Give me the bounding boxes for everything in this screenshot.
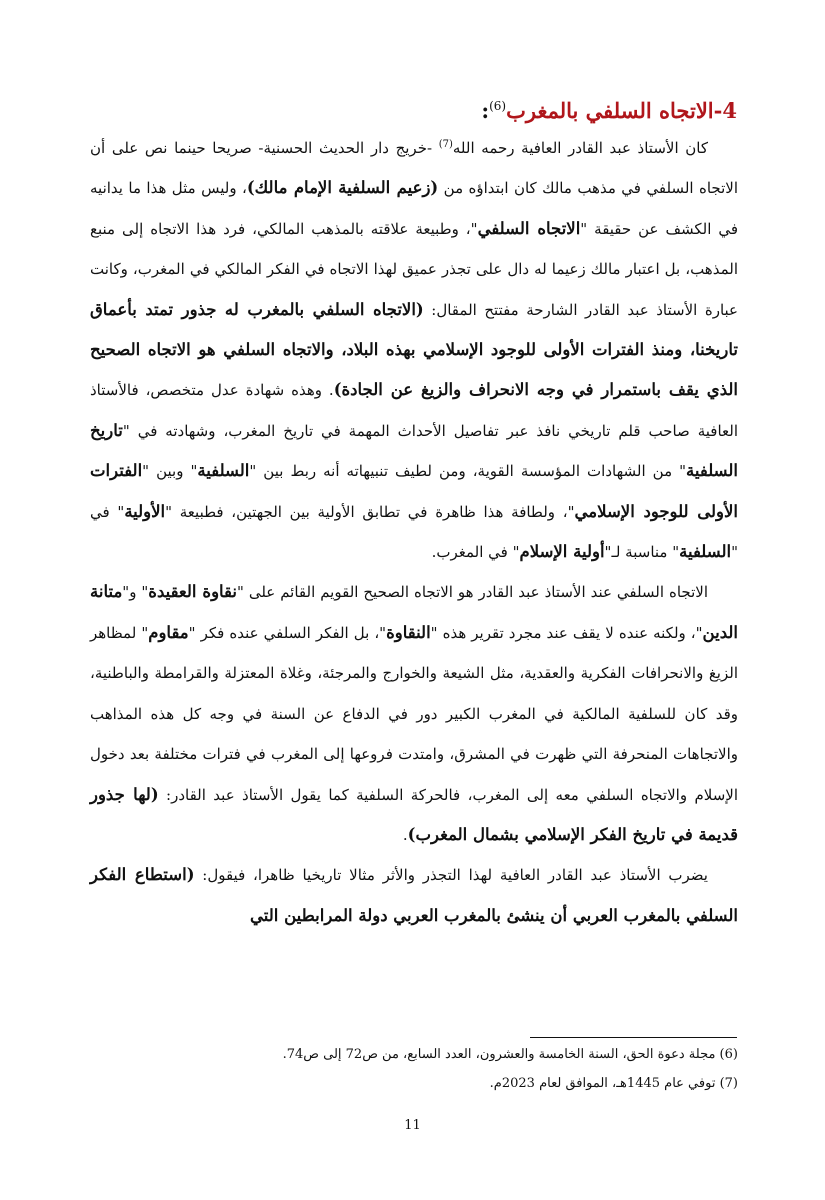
text-span: "، ولطافة هذا ظاهرة في تطابق الأولية بين الجهتين، فطبيعة " (165, 502, 575, 521)
heading-number: 4- (713, 98, 737, 123)
text-span: " في " (90, 502, 738, 562)
text-span: "، وطبيعة علاقته بالمذهب المالكي، فرد هذا الاتجاه إلى منبع المذهب، بل اعتبار مالك زعيما له دال على تجذر عميق لهذا الاتجاه في الفكر المالكي في المغرب، وكانت عبارة الأستاذ عبد القادر الشارحة مفتتح المقال: (90, 219, 739, 319)
bold-phrase: الفترات الأولى للوجود الإسلامي (90, 461, 739, 521)
text-span: الاتجاه السلفي عند الأستاذ عبد القادر هو الاتجاه الصحيح القويم القائم على " (237, 583, 708, 602)
text-span: . (402, 825, 408, 844)
text-span: كان الأستاذ عبد القادر العافية رحمه الله (452, 139, 708, 157)
text-span: "، بل الفكر السلفي عنده فكر " (188, 623, 387, 642)
footnotes (90, 1040, 738, 1098)
bold-phrase: الاتجاه السلفي (477, 218, 581, 238)
paragraph-2 (90, 572, 738, 855)
bold-phrase: متانة الدين (90, 582, 738, 642)
text-span: "، ولكنه عنده لا يقف عند مجرد تقرير هذه " (430, 623, 703, 642)
paragraph-1 (90, 128, 738, 572)
footnote-separator (530, 1037, 737, 1038)
bold-phrase: (زعيم السلفية الإمام مالك) (246, 178, 439, 198)
text-span: " لمظاهر الزيغ والانحرافات الفكرية والعقدية، مثل الشيعة والخوارج والمرجئة، وغلاة المعتزلة والقرامطة والباطنية، وقد كان للسلفية المالكية في المغرب الكبير دور في الدفاع عن السنة في وجه كل هذه المذاهب والاتجاهات المنحرفة التي ظهرت في المشرق، وامتدت فروعها إلى المغرب في فترات مختلفة بعد دخول الإسلام والاتجاه السلفي معه إلى المغرب، فالحركة السلفية كما يقول الأستاذ عبد القادر: (90, 623, 738, 804)
bold-quote: (استطاع الفكر السلفي بالمغرب العربي أن ينشئ بالمغرب العربي دولة المرابطين التي (90, 865, 738, 925)
heading-title: الاتجاه السلفي بالمغرب (506, 98, 714, 123)
text-span: . وهذه شهادة عدل متخصص، فالأستاذ العافية صاحب قلم تاريخي نافذ عبر تفاصيل الأحداث المهمة في تاريخ المغرب، وشهادته في " (90, 381, 738, 440)
text-span: " و" (122, 583, 149, 602)
footnote-7: (7) توفي عام 1445هـ، الموافق لعام 2023م. (489, 1076, 738, 1091)
bold-phrase: مقاوم (148, 622, 189, 642)
page-number: 11 (404, 1118, 421, 1133)
heading-colon: : (481, 98, 490, 123)
paragraph-3 (90, 855, 738, 936)
section-heading (87, 86, 737, 131)
text-span: " في المغرب. (431, 543, 520, 562)
bold-phrase: السلفية (679, 542, 732, 562)
text-span: " من الشهادات المؤسسة القوية، ومن لطيف تنبيهاته أنه ربط بين " (249, 462, 687, 481)
bold-phrase: نقاوة العقيدة (148, 582, 237, 602)
body-text (90, 128, 738, 936)
text-span: " مناسبة لـ" (604, 543, 680, 562)
footnote-ref-6[interactable]: (6) (489, 99, 507, 113)
text-span: " وبين " (142, 462, 198, 481)
bold-phrase: الأولية (124, 501, 166, 521)
bold-quote: (الاتجاه السلفي بالمغرب له جذور تمتد بأعماق تاريخنا، ومنذ الفترات الأولى للوجود الإسلامي بهذه البلاد، والاتجاه السلفي هو الاتجاه الصحيح الذي يقف باستمرار في وجه الانحراف والزيغ عن الجادة) (90, 299, 738, 400)
bold-phrase: تاريخ السلفية (90, 420, 739, 481)
footnote-ref-7[interactable]: (7) (438, 139, 453, 150)
footnote-6: (6) مجلة دعوة الحق، السنة الخامسة والعشرون، العدد السابع، من ص72 إلى ص74. (282, 1047, 738, 1062)
text-span: ، وليس مثل هذا ما يدانيه في الكشف عن حقيقة " (90, 179, 738, 238)
bold-quote: (لها جذور قديمة في تاريخ الفكر الإسلامي بشمال المغرب) (90, 784, 738, 844)
text-span: -خريج دار الحديث الحسنية- صريحا حينما نص على أن الاتجاه السلفي في مذهب مالك كان ابتداؤه من (90, 139, 738, 198)
bold-phrase: النقاوة (386, 622, 431, 642)
text-span: يضرب الأستاذ عبد القادر العافية لهذا التجذر والأثر مثالا تاريخيا ظاهرا، فيقول: (194, 866, 708, 885)
bold-phrase: السلفية (197, 461, 250, 481)
bold-phrase: أولية الإسلام (519, 542, 605, 562)
